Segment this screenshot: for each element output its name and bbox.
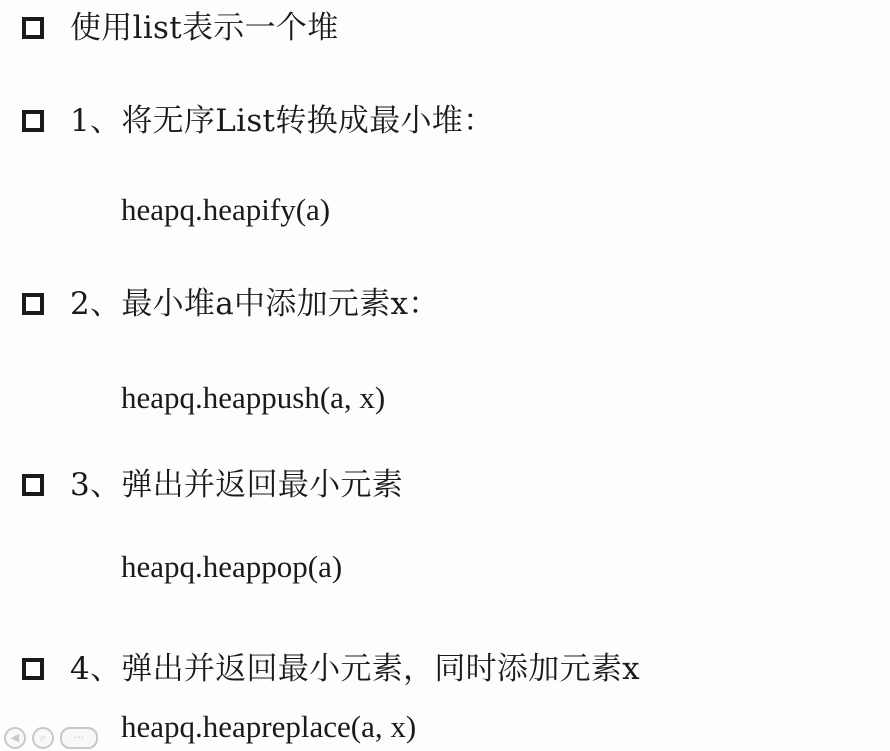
- player-controls: [0, 727, 102, 751]
- zoom-icon[interactable]: ⌕: [32, 727, 54, 749]
- bullet-item: [22, 284, 440, 324]
- code-line: heapq.heapreplace(a, x): [121, 709, 417, 744]
- bullet-text: 2、最小堆a中添加元素x：: [70, 286, 440, 322]
- square-bullet-icon: [22, 110, 44, 132]
- square-bullet-icon: [22, 293, 44, 315]
- code-line: heapq.heappop(a): [121, 549, 343, 584]
- more-icon[interactable]: ···: [60, 727, 98, 749]
- bullet-text: 1、将无序List转换成最小堆：: [70, 103, 495, 139]
- bullet-text: 4、弹出并返回最小元素，同时添加元素x: [70, 651, 640, 687]
- bullet-item: [22, 649, 640, 689]
- square-bullet-icon: [22, 17, 44, 39]
- bullet-item: [22, 8, 339, 48]
- previous-icon[interactable]: ◀: [4, 727, 26, 749]
- bullet-item: [22, 101, 494, 141]
- square-bullet-icon: [22, 474, 44, 496]
- bullet-text: 3、弹出并返回最小元素: [70, 467, 404, 503]
- code-line: heapq.heapify(a): [121, 192, 331, 227]
- bullet-item: [22, 465, 403, 505]
- square-bullet-icon: [22, 658, 44, 680]
- code-line: heapq.heappush(a, x): [121, 380, 386, 415]
- bullet-text: 使用list表示一个堆: [70, 10, 339, 46]
